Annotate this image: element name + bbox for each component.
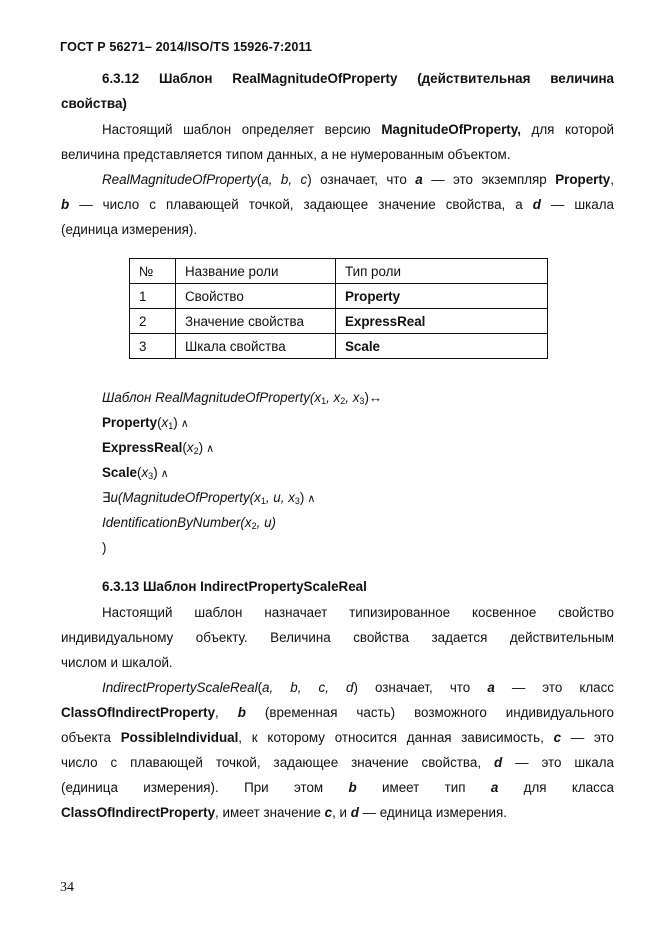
section-title: Шаблон IndirectPropertyScaleReal: [142, 579, 367, 594]
term: Property: [102, 415, 158, 430]
paragraph-line: [102, 679, 614, 697]
table-cell: Шкала свойства: [176, 334, 336, 359]
var: b: [61, 197, 70, 212]
text: — это экземпляр: [422, 172, 556, 187]
var: d: [494, 755, 503, 770]
term: Property: [555, 172, 611, 187]
formula-line: ): [102, 540, 107, 555]
var: d: [350, 805, 359, 820]
var: x: [186, 440, 194, 455]
text: — шкала: [540, 197, 614, 212]
var: b: [237, 705, 246, 720]
term: RealMagnitudeOfProperty: [102, 172, 257, 187]
table-row: [130, 334, 548, 359]
text: IdentificationByNumber(: [102, 515, 245, 530]
section-number: 6.3.13: [102, 579, 140, 594]
var: b: [348, 780, 357, 795]
text: число с плавающей точкой, задающее значение свойства,: [61, 755, 495, 770]
table-row: [130, 284, 548, 309]
table-cell: 3: [130, 334, 176, 359]
table-cell: 1: [130, 284, 176, 309]
page-number: 34: [60, 880, 74, 895]
table-header-cell: Тип роли: [336, 259, 548, 284]
term: PossibleIndividual: [120, 730, 239, 745]
formula-line: [102, 514, 614, 532]
paragraph-line: [61, 729, 614, 747]
text: ) означает, что: [307, 172, 416, 187]
text: )↔: [364, 390, 383, 405]
paragraph-line: [61, 779, 614, 797]
and-symbol: ∧: [180, 418, 189, 430]
roles-table: [129, 258, 548, 359]
table-header-row: [130, 259, 548, 284]
text: для класса: [498, 780, 614, 795]
subscript: 1: [260, 496, 266, 506]
paragraph-line: [61, 196, 614, 214]
table-header-cell: Название роли: [176, 259, 336, 284]
subscript: 3: [359, 396, 365, 406]
args: a, b, c, d: [262, 680, 354, 695]
text: (: [137, 465, 142, 480]
text: ,: [280, 490, 289, 505]
var: x: [244, 515, 252, 530]
term: IndirectPropertyScaleReal: [102, 680, 258, 695]
text: Настоящий шаблон определяет версию: [102, 122, 382, 137]
var: u: [264, 515, 272, 530]
text: (: [182, 440, 187, 455]
table-cell: Свойство: [176, 284, 336, 309]
var: a: [487, 680, 495, 695]
table-cell: Scale: [336, 334, 548, 359]
args: a, b, c: [261, 172, 308, 187]
table-cell: 2: [130, 309, 176, 334]
text: ,: [265, 490, 274, 505]
section-title-cont: свойства): [61, 96, 127, 111]
var: c: [324, 805, 333, 820]
term: Scale: [102, 465, 137, 480]
var: x: [254, 490, 261, 505]
text: (временная часть) возможного индивидуального: [245, 705, 615, 720]
table-header-cell: №: [130, 259, 176, 284]
var: x: [288, 490, 295, 505]
var: x: [161, 415, 169, 430]
var: c: [553, 730, 562, 745]
text: Шаблон RealMagnitudeOfProperty(: [102, 390, 315, 405]
subscript: 1: [321, 396, 327, 406]
var: u: [273, 490, 281, 505]
text: ): [153, 465, 158, 480]
subscript: 1: [168, 421, 174, 431]
text: — это класс: [494, 680, 614, 695]
text: , и: [332, 805, 351, 820]
table-cell: Property: [336, 284, 548, 309]
var: a: [415, 172, 423, 187]
text: ): [271, 515, 276, 530]
subscript: 3: [148, 471, 154, 481]
paragraph-line: числом и шкалой.: [61, 655, 173, 670]
var: x: [352, 390, 360, 405]
text: — число с плавающей точкой, задающее значение свойства, а: [69, 197, 533, 212]
paragraph-line: величина представляется типом данных, а не нумерованным объектом.: [61, 147, 511, 162]
text: ,: [215, 705, 238, 720]
text: для которой: [520, 122, 614, 137]
and-symbol: ∧: [307, 493, 316, 505]
text: — это шкала: [502, 755, 614, 770]
paragraph-line: [61, 754, 614, 772]
var: x: [333, 390, 341, 405]
paragraph-line: индивидуальному объекту. Величина свойства задается действительным: [61, 630, 614, 645]
text: — единица измерения.: [358, 805, 507, 820]
var: x: [314, 390, 322, 405]
text: (: [257, 680, 263, 695]
text: ,: [345, 390, 353, 405]
subscript: 3: [294, 496, 300, 506]
text: — это: [561, 730, 614, 745]
text: ): [198, 440, 204, 455]
var: a: [490, 780, 499, 795]
term: ClassOfIndirectProperty: [61, 705, 216, 720]
section-6-3-12-title: [102, 70, 614, 88]
paragraph-line: [102, 171, 614, 189]
text: объекта: [61, 730, 121, 745]
subscript: 2: [193, 446, 199, 456]
and-symbol: ∧: [160, 468, 169, 480]
table-row: [130, 309, 548, 334]
section-6-3-13-title: [102, 578, 614, 596]
text: ): [299, 490, 305, 505]
text: ,: [610, 172, 614, 187]
text: ) означает, что: [353, 680, 488, 695]
text: ,: [326, 390, 334, 405]
formula-line: [102, 439, 614, 458]
paragraph-line: Настоящий шаблон назначает типизированное косвенное свойство: [102, 605, 614, 620]
text: ): [173, 415, 178, 430]
subscript: 2: [251, 521, 257, 531]
and-symbol: ∧: [206, 443, 215, 455]
formula-line: [102, 464, 614, 483]
text: , имеет значение: [215, 805, 325, 820]
text: ,: [256, 515, 265, 530]
term: ExpressReal: [102, 440, 183, 455]
exists-symbol: ∃: [102, 490, 111, 505]
text: , к которому относится данная зависимость,: [238, 730, 554, 745]
text: u(MagnitudeOfProperty(: [110, 490, 255, 505]
table-cell: Значение свойства: [176, 309, 336, 334]
term: MagnitudeOfProperty,: [381, 122, 521, 137]
formula-line: [102, 389, 614, 407]
formula-line: [102, 489, 614, 508]
paragraph-line: (единица измерения).: [61, 222, 198, 237]
text: имеет тип: [356, 780, 491, 795]
section-number: 6.3.12: [102, 71, 140, 86]
section-title: Шаблон RealMagnitudeOfProperty (действительная величина: [159, 71, 614, 86]
formula-line: [102, 414, 614, 433]
document-header: ГОСТ Р 56271– 2014/ISO/TS 15926-7:2011: [60, 40, 312, 54]
subscript: 2: [340, 396, 346, 406]
table-cell: ExpressReal: [336, 309, 548, 334]
term: ClassOfIndirectProperty: [61, 805, 216, 820]
text: (: [256, 172, 262, 187]
text: (единица измерения). При этом: [61, 780, 349, 795]
text: (: [157, 415, 162, 430]
var: x: [141, 465, 149, 480]
paragraph-line: [61, 804, 614, 822]
var: d: [532, 197, 541, 212]
paragraph-line: [61, 704, 614, 722]
paragraph-line: [102, 121, 614, 139]
